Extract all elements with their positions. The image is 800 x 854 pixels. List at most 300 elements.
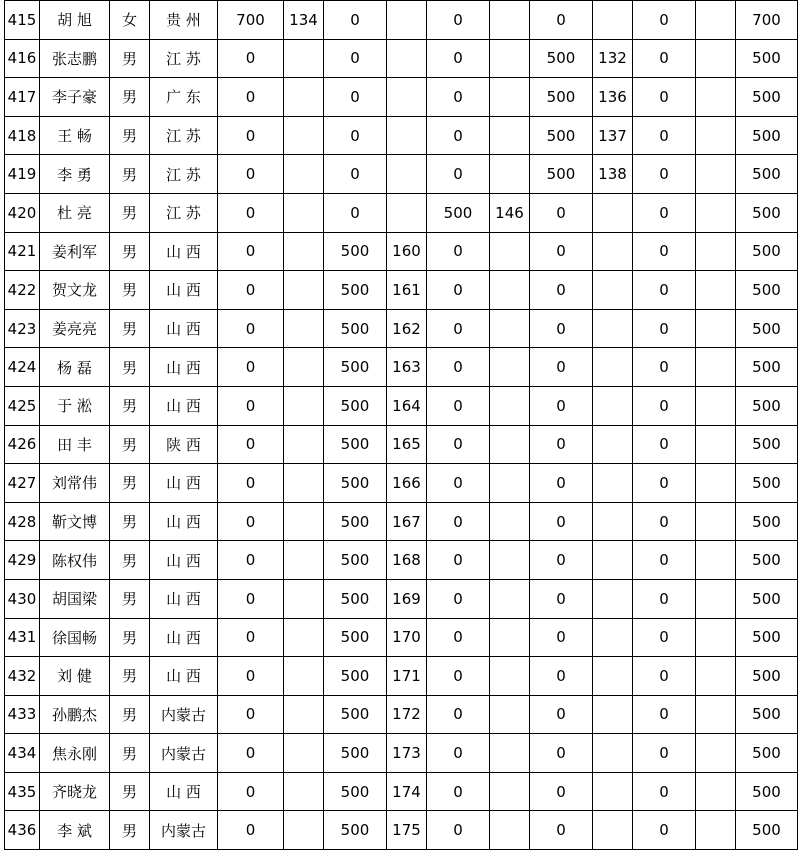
value-cell-1: 0 <box>218 39 284 78</box>
total-cell: 500 <box>736 155 798 194</box>
value-cell-4: 0 <box>530 772 593 811</box>
total-cell: 500 <box>736 464 798 503</box>
gender-cell: 男 <box>110 734 150 773</box>
province-cell: 山 西 <box>150 772 218 811</box>
value-cell-3: 0 <box>427 309 490 348</box>
row-number-cell: 422 <box>5 271 40 310</box>
table-row <box>5 232 798 271</box>
province-cell: 江 苏 <box>150 39 218 78</box>
table-row <box>5 618 798 657</box>
value-cell-4: 0 <box>530 309 593 348</box>
rank-cell-1 <box>284 618 324 657</box>
row-number-cell: 436 <box>5 811 40 850</box>
rank-cell-1 <box>284 657 324 696</box>
rank-cell-3 <box>490 541 530 580</box>
rank-cell-3 <box>490 232 530 271</box>
table-row <box>5 348 798 387</box>
value-cell-3: 0 <box>427 579 490 618</box>
value-cell-4: 0 <box>530 502 593 541</box>
name-cell: 李 斌 <box>40 811 110 850</box>
rank-cell-4: 132 <box>593 39 633 78</box>
name-cell: 杨 磊 <box>40 348 110 387</box>
rank-cell-3 <box>490 39 530 78</box>
gender-cell: 男 <box>110 348 150 387</box>
rank-cell-5 <box>696 579 736 618</box>
total-cell: 500 <box>736 502 798 541</box>
table-row <box>5 271 798 310</box>
value-cell-1: 0 <box>218 348 284 387</box>
rank-cell-3 <box>490 386 530 425</box>
value-cell-3: 0 <box>427 116 490 155</box>
gender-cell: 男 <box>110 193 150 232</box>
rank-cell-2: 164 <box>387 386 427 425</box>
rank-cell-5 <box>696 386 736 425</box>
province-cell: 山 西 <box>150 348 218 387</box>
rank-cell-5 <box>696 734 736 773</box>
name-cell: 王 畅 <box>40 116 110 155</box>
rank-cell-3 <box>490 811 530 850</box>
rank-cell-4 <box>593 657 633 696</box>
name-cell: 焦永刚 <box>40 734 110 773</box>
rank-cell-3 <box>490 155 530 194</box>
rank-cell-4 <box>593 579 633 618</box>
value-cell-5: 0 <box>633 271 696 310</box>
gender-cell: 男 <box>110 811 150 850</box>
value-cell-1: 0 <box>218 386 284 425</box>
value-cell-5: 0 <box>633 734 696 773</box>
name-cell: 杜 亮 <box>40 193 110 232</box>
value-cell-5: 0 <box>633 155 696 194</box>
row-number-cell: 417 <box>5 78 40 117</box>
gender-cell: 男 <box>110 464 150 503</box>
province-cell: 山 西 <box>150 502 218 541</box>
table-row <box>5 657 798 696</box>
value-cell-1: 0 <box>218 116 284 155</box>
value-cell-4: 0 <box>530 657 593 696</box>
value-cell-3: 0 <box>427 541 490 580</box>
value-cell-5: 0 <box>633 772 696 811</box>
table-row <box>5 811 798 850</box>
value-cell-3: 0 <box>427 39 490 78</box>
value-cell-4: 500 <box>530 155 593 194</box>
rank-cell-4 <box>593 734 633 773</box>
value-cell-2: 500 <box>324 425 387 464</box>
table-row <box>5 309 798 348</box>
rank-cell-4 <box>593 772 633 811</box>
rank-cell-1 <box>284 772 324 811</box>
gender-cell: 女 <box>110 1 150 40</box>
rank-cell-1 <box>284 232 324 271</box>
rank-cell-3 <box>490 502 530 541</box>
gender-cell: 男 <box>110 232 150 271</box>
value-cell-3: 0 <box>427 657 490 696</box>
value-cell-3: 0 <box>427 232 490 271</box>
province-cell: 山 西 <box>150 464 218 503</box>
value-cell-5: 0 <box>633 657 696 696</box>
row-number-cell: 418 <box>5 116 40 155</box>
total-cell: 500 <box>736 39 798 78</box>
row-number-cell: 415 <box>5 1 40 40</box>
name-cell: 靳文博 <box>40 502 110 541</box>
rank-cell-2: 169 <box>387 579 427 618</box>
rank-cell-5 <box>696 772 736 811</box>
table-row <box>5 502 798 541</box>
row-number-cell: 430 <box>5 579 40 618</box>
rank-cell-1 <box>284 78 324 117</box>
gender-cell: 男 <box>110 309 150 348</box>
table-row <box>5 78 798 117</box>
gender-cell: 男 <box>110 271 150 310</box>
rank-cell-4 <box>593 309 633 348</box>
gender-cell: 男 <box>110 772 150 811</box>
rank-cell-2 <box>387 1 427 40</box>
gender-cell: 男 <box>110 618 150 657</box>
rank-cell-2: 168 <box>387 541 427 580</box>
total-cell: 500 <box>736 695 798 734</box>
province-cell: 江 苏 <box>150 155 218 194</box>
rank-cell-5 <box>696 116 736 155</box>
row-number-cell: 433 <box>5 695 40 734</box>
value-cell-2: 500 <box>324 386 387 425</box>
value-cell-1: 0 <box>218 464 284 503</box>
value-cell-3: 0 <box>427 734 490 773</box>
value-cell-2: 500 <box>324 695 387 734</box>
row-number-cell: 434 <box>5 734 40 773</box>
value-cell-3: 0 <box>427 78 490 117</box>
rank-cell-1 <box>284 116 324 155</box>
value-cell-2: 500 <box>324 734 387 773</box>
rank-cell-4 <box>593 271 633 310</box>
rank-cell-1 <box>284 386 324 425</box>
row-number-cell: 423 <box>5 309 40 348</box>
value-cell-3: 0 <box>427 348 490 387</box>
value-cell-5: 0 <box>633 78 696 117</box>
rank-cell-4 <box>593 348 633 387</box>
rank-cell-1 <box>284 579 324 618</box>
value-cell-4: 0 <box>530 1 593 40</box>
name-cell: 田 丰 <box>40 425 110 464</box>
value-cell-4: 0 <box>530 348 593 387</box>
value-cell-1: 0 <box>218 193 284 232</box>
value-cell-5: 0 <box>633 348 696 387</box>
rank-cell-3 <box>490 271 530 310</box>
value-cell-5: 0 <box>633 502 696 541</box>
gender-cell: 男 <box>110 695 150 734</box>
rank-cell-5 <box>696 155 736 194</box>
value-cell-2: 0 <box>324 1 387 40</box>
value-cell-3: 0 <box>427 464 490 503</box>
rank-cell-4 <box>593 811 633 850</box>
province-cell: 山 西 <box>150 309 218 348</box>
name-cell: 于 淞 <box>40 386 110 425</box>
name-cell: 贺文龙 <box>40 271 110 310</box>
value-cell-5: 0 <box>633 116 696 155</box>
rank-cell-5 <box>696 348 736 387</box>
name-cell: 胡 旭 <box>40 1 110 40</box>
province-cell: 山 西 <box>150 618 218 657</box>
rank-cell-3 <box>490 618 530 657</box>
value-cell-3: 0 <box>427 386 490 425</box>
table-row <box>5 464 798 503</box>
value-cell-5: 0 <box>633 309 696 348</box>
rank-cell-4 <box>593 695 633 734</box>
value-cell-4: 0 <box>530 232 593 271</box>
row-number-cell: 426 <box>5 425 40 464</box>
name-cell: 李子豪 <box>40 78 110 117</box>
rank-cell-4: 136 <box>593 78 633 117</box>
gender-cell: 男 <box>110 78 150 117</box>
value-cell-3: 500 <box>427 193 490 232</box>
rank-cell-3 <box>490 78 530 117</box>
rank-cell-3 <box>490 464 530 503</box>
table-row <box>5 772 798 811</box>
gender-cell: 男 <box>110 39 150 78</box>
gender-cell: 男 <box>110 502 150 541</box>
total-cell: 500 <box>736 811 798 850</box>
value-cell-5: 0 <box>633 386 696 425</box>
rank-cell-3 <box>490 734 530 773</box>
row-number-cell: 420 <box>5 193 40 232</box>
rank-cell-5 <box>696 425 736 464</box>
value-cell-1: 0 <box>218 78 284 117</box>
rank-cell-2: 162 <box>387 309 427 348</box>
rank-cell-5 <box>696 502 736 541</box>
value-cell-4: 0 <box>530 695 593 734</box>
rank-cell-1: 134 <box>284 1 324 40</box>
value-cell-1: 0 <box>218 309 284 348</box>
rank-cell-2: 160 <box>387 232 427 271</box>
gender-cell: 男 <box>110 579 150 618</box>
table-row <box>5 155 798 194</box>
value-cell-5: 0 <box>633 464 696 503</box>
rank-cell-4 <box>593 1 633 40</box>
rank-cell-4 <box>593 541 633 580</box>
name-cell: 刘常伟 <box>40 464 110 503</box>
table-row <box>5 579 798 618</box>
rank-cell-2: 172 <box>387 695 427 734</box>
total-cell: 500 <box>736 734 798 773</box>
rank-cell-5 <box>696 695 736 734</box>
total-cell: 700 <box>736 1 798 40</box>
value-cell-2: 500 <box>324 502 387 541</box>
name-cell: 姜亮亮 <box>40 309 110 348</box>
rank-cell-3 <box>490 657 530 696</box>
rank-cell-2 <box>387 155 427 194</box>
gender-cell: 男 <box>110 386 150 425</box>
value-cell-1: 0 <box>218 618 284 657</box>
total-cell: 500 <box>736 579 798 618</box>
rank-cell-5 <box>696 811 736 850</box>
rank-cell-4 <box>593 193 633 232</box>
province-cell: 山 西 <box>150 579 218 618</box>
value-cell-3: 0 <box>427 618 490 657</box>
rank-cell-5 <box>696 657 736 696</box>
rank-cell-3 <box>490 1 530 40</box>
rank-cell-3 <box>490 116 530 155</box>
value-cell-5: 0 <box>633 39 696 78</box>
value-cell-2: 0 <box>324 155 387 194</box>
value-cell-1: 0 <box>218 271 284 310</box>
total-cell: 500 <box>736 618 798 657</box>
rank-cell-2: 174 <box>387 772 427 811</box>
rank-cell-5 <box>696 618 736 657</box>
rank-cell-4 <box>593 464 633 503</box>
rank-cell-2: 175 <box>387 811 427 850</box>
rank-cell-3 <box>490 695 530 734</box>
rank-cell-4 <box>593 386 633 425</box>
name-cell: 齐晓龙 <box>40 772 110 811</box>
name-cell: 李 勇 <box>40 155 110 194</box>
value-cell-5: 0 <box>633 695 696 734</box>
value-cell-5: 0 <box>633 232 696 271</box>
value-cell-4: 0 <box>530 734 593 773</box>
province-cell: 贵 州 <box>150 1 218 40</box>
rank-cell-2 <box>387 116 427 155</box>
value-cell-1: 0 <box>218 155 284 194</box>
row-number-cell: 429 <box>5 541 40 580</box>
value-cell-1: 0 <box>218 232 284 271</box>
value-cell-3: 0 <box>427 1 490 40</box>
table-row <box>5 193 798 232</box>
province-cell: 内蒙古 <box>150 695 218 734</box>
value-cell-2: 500 <box>324 348 387 387</box>
value-cell-1: 0 <box>218 541 284 580</box>
rank-cell-1 <box>284 425 324 464</box>
value-cell-1: 0 <box>218 502 284 541</box>
value-cell-1: 0 <box>218 695 284 734</box>
rank-cell-2 <box>387 39 427 78</box>
rank-cell-3 <box>490 579 530 618</box>
name-cell: 徐国畅 <box>40 618 110 657</box>
name-cell: 孙鹏杰 <box>40 695 110 734</box>
value-cell-4: 0 <box>530 811 593 850</box>
value-cell-4: 0 <box>530 425 593 464</box>
table-row <box>5 116 798 155</box>
name-cell: 胡国梁 <box>40 579 110 618</box>
total-cell: 500 <box>736 193 798 232</box>
province-cell: 内蒙古 <box>150 811 218 850</box>
rank-cell-2: 167 <box>387 502 427 541</box>
rank-cell-1 <box>284 541 324 580</box>
value-cell-4: 0 <box>530 541 593 580</box>
rank-cell-5 <box>696 193 736 232</box>
value-cell-2: 0 <box>324 193 387 232</box>
value-cell-2: 500 <box>324 657 387 696</box>
value-cell-2: 500 <box>324 309 387 348</box>
value-cell-5: 0 <box>633 618 696 657</box>
value-cell-5: 0 <box>633 579 696 618</box>
value-cell-4: 0 <box>530 464 593 503</box>
rank-cell-1 <box>284 39 324 78</box>
value-cell-4: 0 <box>530 618 593 657</box>
name-cell: 刘 健 <box>40 657 110 696</box>
total-cell: 500 <box>736 386 798 425</box>
rank-cell-4 <box>593 502 633 541</box>
rank-cell-5 <box>696 1 736 40</box>
rank-cell-1 <box>284 502 324 541</box>
province-cell: 江 苏 <box>150 193 218 232</box>
province-cell: 广 东 <box>150 78 218 117</box>
row-number-cell: 428 <box>5 502 40 541</box>
rank-cell-5 <box>696 271 736 310</box>
table-row <box>5 39 798 78</box>
value-cell-2: 0 <box>324 39 387 78</box>
value-cell-3: 0 <box>427 502 490 541</box>
total-cell: 500 <box>736 541 798 580</box>
rank-cell-5 <box>696 232 736 271</box>
value-cell-5: 0 <box>633 193 696 232</box>
total-cell: 500 <box>736 271 798 310</box>
rank-cell-4 <box>593 232 633 271</box>
table-row <box>5 734 798 773</box>
value-cell-2: 0 <box>324 116 387 155</box>
value-cell-5: 0 <box>633 811 696 850</box>
rank-cell-1 <box>284 271 324 310</box>
province-cell: 江 苏 <box>150 116 218 155</box>
value-cell-2: 500 <box>324 579 387 618</box>
value-cell-5: 0 <box>633 1 696 40</box>
rank-cell-1 <box>284 155 324 194</box>
value-cell-2: 500 <box>324 232 387 271</box>
table-row <box>5 386 798 425</box>
province-cell: 山 西 <box>150 386 218 425</box>
value-cell-4: 500 <box>530 39 593 78</box>
total-cell: 500 <box>736 348 798 387</box>
total-cell: 500 <box>736 232 798 271</box>
value-cell-1: 0 <box>218 657 284 696</box>
gender-cell: 男 <box>110 155 150 194</box>
total-cell: 500 <box>736 309 798 348</box>
province-cell: 内蒙古 <box>150 734 218 773</box>
gender-cell: 男 <box>110 425 150 464</box>
value-cell-5: 0 <box>633 541 696 580</box>
row-number-cell: 416 <box>5 39 40 78</box>
value-cell-4: 0 <box>530 579 593 618</box>
province-cell: 山 西 <box>150 657 218 696</box>
rank-cell-1 <box>284 193 324 232</box>
rank-cell-2 <box>387 78 427 117</box>
name-cell: 陈权伟 <box>40 541 110 580</box>
value-cell-3: 0 <box>427 811 490 850</box>
gender-cell: 男 <box>110 657 150 696</box>
value-cell-4: 0 <box>530 271 593 310</box>
rank-cell-2: 163 <box>387 348 427 387</box>
rank-cell-2: 173 <box>387 734 427 773</box>
rank-cell-5 <box>696 541 736 580</box>
table-row <box>5 541 798 580</box>
gender-cell: 男 <box>110 116 150 155</box>
value-cell-3: 0 <box>427 772 490 811</box>
value-cell-4: 500 <box>530 116 593 155</box>
rank-cell-5 <box>696 464 736 503</box>
rank-cell-5 <box>696 39 736 78</box>
rank-cell-1 <box>284 695 324 734</box>
value-cell-2: 500 <box>324 271 387 310</box>
value-cell-1: 700 <box>218 1 284 40</box>
results-table <box>4 0 798 850</box>
value-cell-1: 0 <box>218 579 284 618</box>
value-cell-4: 0 <box>530 386 593 425</box>
value-cell-3: 0 <box>427 425 490 464</box>
rank-cell-2 <box>387 193 427 232</box>
rank-cell-4: 138 <box>593 155 633 194</box>
value-cell-2: 500 <box>324 464 387 503</box>
table-row <box>5 1 798 40</box>
rank-cell-1 <box>284 309 324 348</box>
rank-cell-2: 170 <box>387 618 427 657</box>
province-cell: 山 西 <box>150 271 218 310</box>
rank-cell-2: 171 <box>387 657 427 696</box>
